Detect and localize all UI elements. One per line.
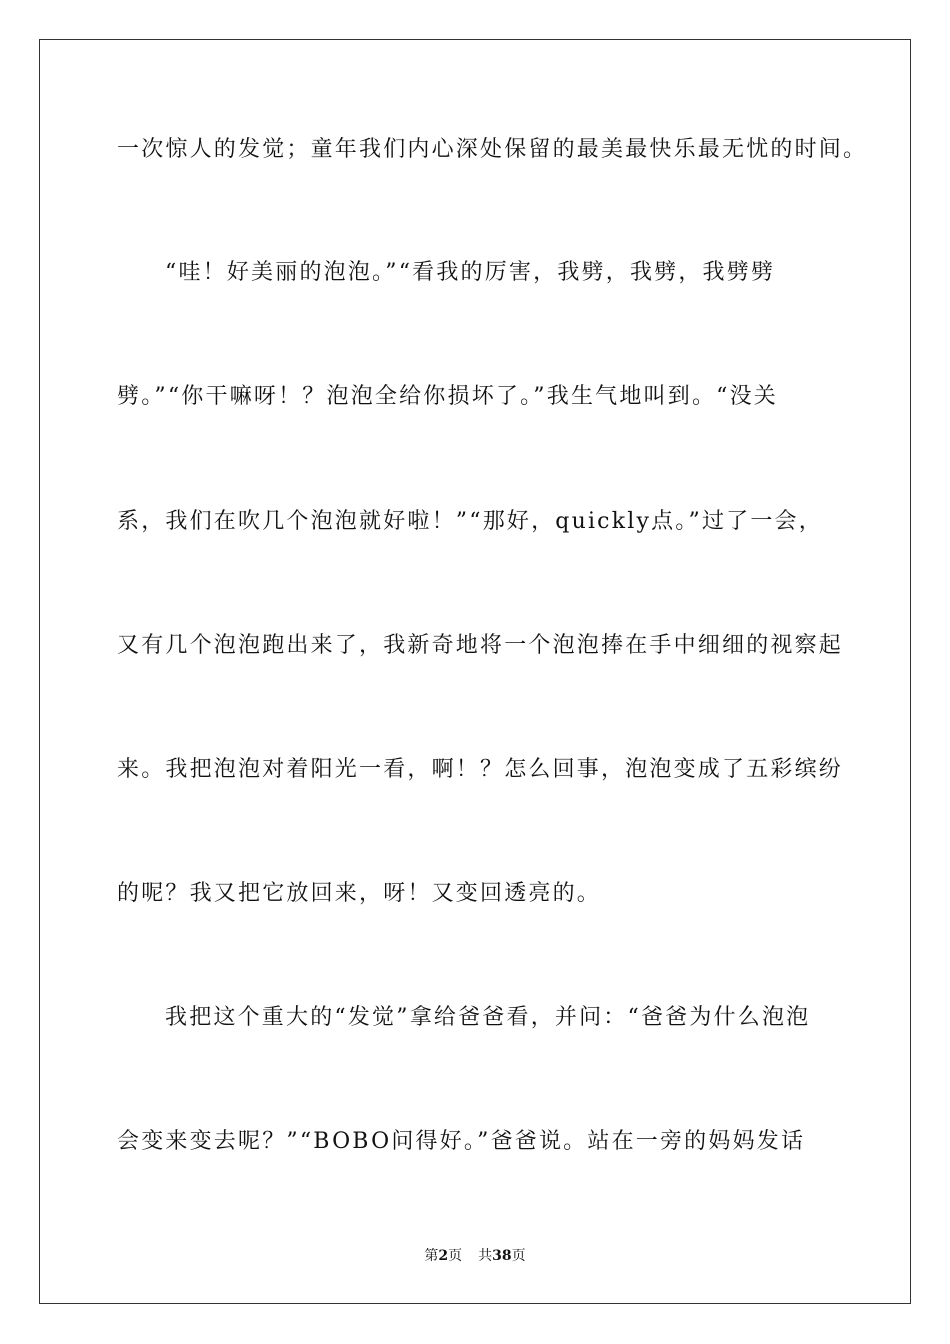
page-current: 2 bbox=[438, 1248, 449, 1264]
page-suffix: 页 bbox=[448, 1248, 463, 1264]
page-footer bbox=[0, 1246, 950, 1266]
paragraph-line-2: “哇！好美丽的泡泡。”“看我的厉害，我劈，我劈，我劈劈 bbox=[165, 260, 776, 285]
page-prefix: 第 bbox=[424, 1248, 439, 1264]
paragraph-line-5: 又有几个泡泡跑出来了，我新奇地将一个泡泡捧在手中细细的视察起 bbox=[117, 633, 844, 658]
paragraph-line-6: 来。我把泡泡对着阳光一看，啊！？怎么回事，泡泡变成了五彩缤纷 bbox=[117, 757, 844, 782]
paragraph-line-1: 一次惊人的发觉；童年我们内心深处保留的最美最快乐最无忧的时间。 bbox=[117, 137, 868, 162]
page-total: 38 bbox=[492, 1248, 512, 1264]
paragraph-line-3: 劈。”“你干嘛呀！？泡泡全给你损坏了。”我生气地叫到。“没关 bbox=[117, 384, 778, 409]
paragraph-line-4: 系，我们在吹几个泡泡就好啦！”“那好，quickly点。”过了一会， bbox=[117, 509, 823, 534]
page-border bbox=[39, 39, 911, 1304]
paragraph-line-8: 我把这个重大的“发觉”拿给爸爸看，并问：“爸爸为什么泡泡 bbox=[165, 1005, 811, 1030]
total-suffix: 页 bbox=[511, 1248, 526, 1264]
paragraph-line-9: 会变来变去呢？”“BOBO问得好。”爸爸说。站在一旁的妈妈发话 bbox=[117, 1129, 806, 1154]
total-prefix: 共 bbox=[478, 1248, 493, 1264]
paragraph-line-7: 的呢？我又把它放回来，呀！又变回透亮的。 bbox=[117, 881, 602, 906]
